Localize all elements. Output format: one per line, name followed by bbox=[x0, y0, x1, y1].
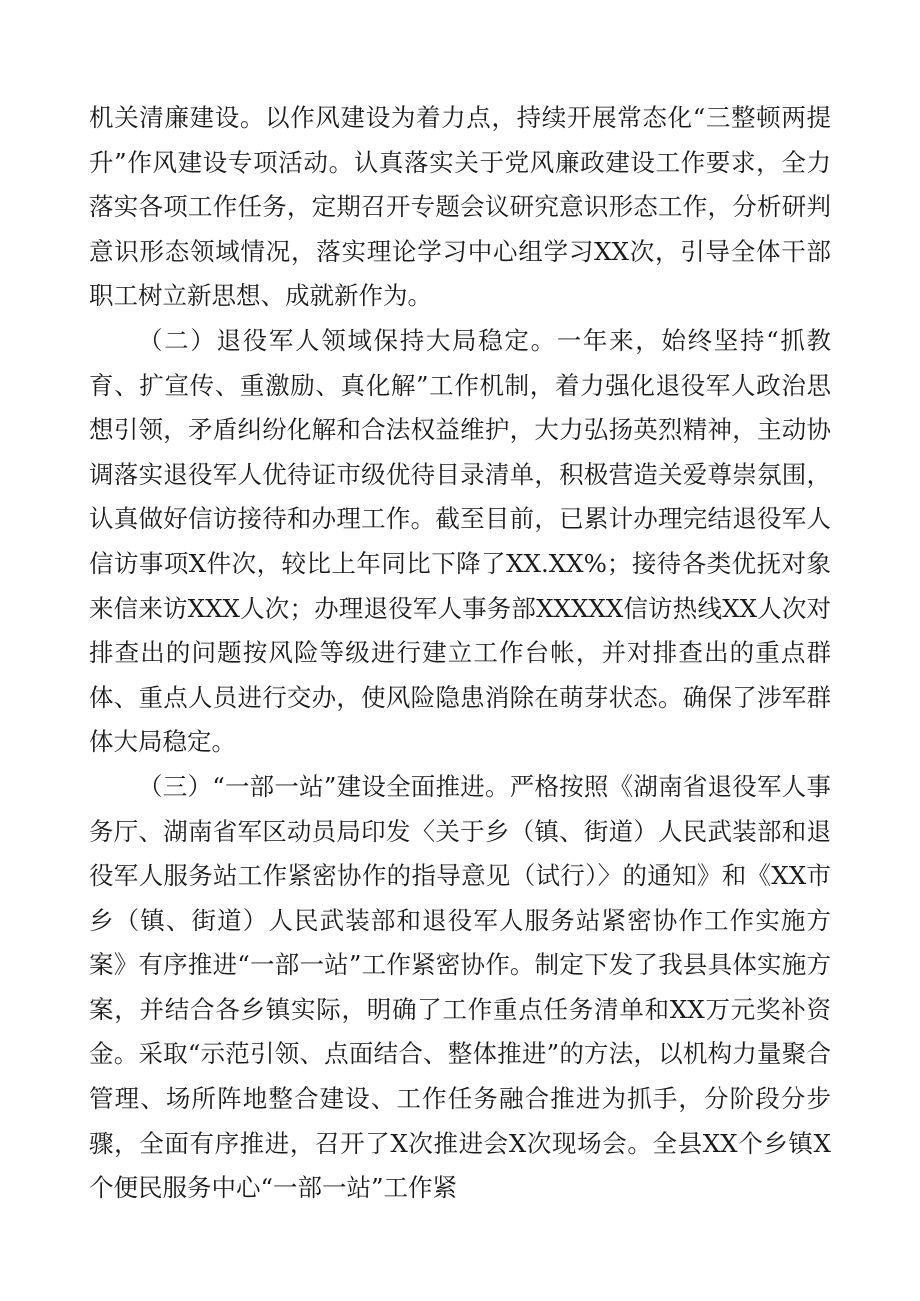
paragraph-one-department-one-station: （三）“一部一站”建设全面推进。严格按照《湖南省退役军人事务厅、湖南省军区动员局印发〈关于乡（镇、街道）人民武装部和退役军人服务站工作紧密协作的指导意见（试行）〉的通知》和《XX市乡（镇、街道）人民武装部和退役军人服务站紧密协作工作实施方案》有序推进“一部一站”工作紧密协作。制定下发了我县具体实施方案，并结合各乡镇实际，明确了工作重点任务清单和XX万元奖补资金。采取“示范引领、点面结合、整体推进”的方法，以机构力量聚合管理、场所阵地整合建设、工作任务融合推进为抓手，分阶段分步骤，全面有序推进，召开了X次推进会X次现场会。全县XX个乡镇X个便民服务中心“一部一站”工作紧 bbox=[89, 771, 831, 1203]
paragraph-veterans-stability: （二）退役军人领域保持大局稳定。一年来，始终坚持“抓教育、扩宣传、重激励、真化解”工作机制，着力强化退役军人政治思想引领，矛盾纠纷化解和合法权益维护，大力弘扬英烈精神，主动协调落实退役军人优待证市级优待目录清单，积极营造关爱尊崇氛围，认真做好信访接待和办理工作。截至目前，已累计办理完结退役军人信访事项X件次，较比上年同比下降了XX.XX%；接待各类优抚对象来信来访XXX人次；办理退役军人事务部XXXXX信访热线XX人次对排查出的问题按风险等级进行建立工作台帐，并对排查出的重点群体、重点人员进行交办，使风险隐患消除在萌芽状态。确保了涉军群体大局稳定。 bbox=[89, 325, 831, 757]
document-body bbox=[89, 96, 831, 1211]
paragraph-continuation: 机关清廉建设。以作风建设为着力点，持续开展常态化“三整顿两提升”作风建设专项活动。认真落实关于党风廉政建设工作要求，全力落实各项工作任务，定期召开专题会议研究意识形态工作，分析研判意识形态领域情况，落实理论学习中心组学习XX次，引导全体干部职工树立新思想、成就新作为。 bbox=[89, 103, 831, 311]
